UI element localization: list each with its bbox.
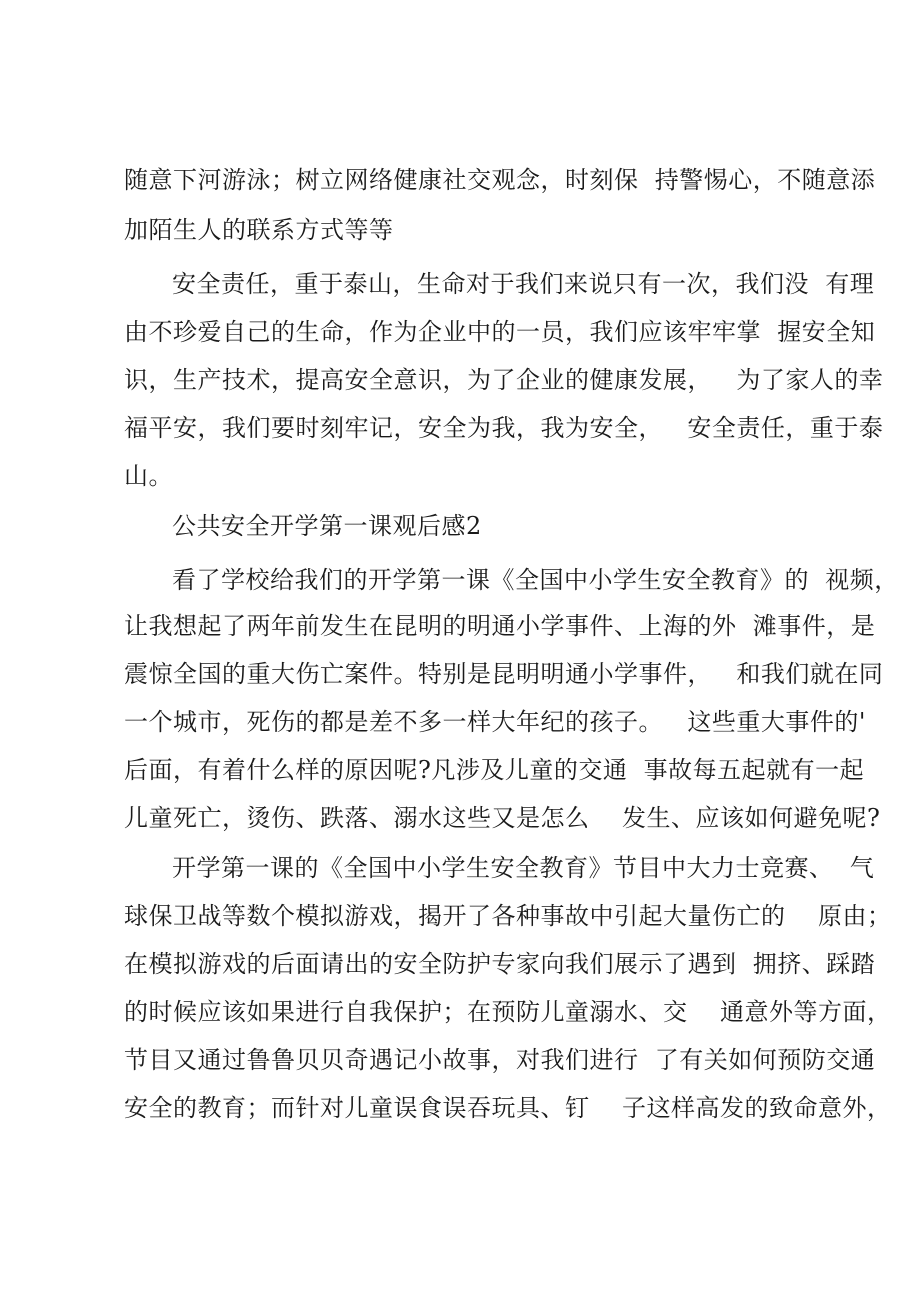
text-line: 球保卫战等数个模拟游戏，揭开了各种事故中引起大量伤亡的 原由； — [124, 902, 892, 930]
text-line: 由不珍爱自己的生命，作为企业中的一员，我们应该牢牢掌 握安全知 — [124, 318, 876, 346]
text-line: 儿童死亡，烫伤、跌落、溺水这些又是怎么 发生、应该如何避免呢? — [124, 804, 881, 832]
text-line: 节目又通过鲁鲁贝贝奇遇记小故事，对我们进行 了有关如何预防交通 — [124, 1046, 876, 1074]
text-line: 让我想起了两年前发生在昆明的明通小学事件、上海的外 滩事件，是 — [124, 612, 876, 640]
text-line: 后面，有着什么样的原因呢?凡涉及儿童的交通 事故每五起就有一起 — [124, 756, 865, 784]
text-line: 山。 — [124, 462, 173, 490]
section-title: 公共安全开学第一课观后感2 — [172, 512, 482, 540]
text-line: 的时候应该如果进行自我保护；在预防儿童溺水、交 通意外等方面， — [124, 998, 892, 1026]
text-line: 在模拟游戏的后面请出的安全防护专家向我们展示了遇到 拥挤、踩踏 — [124, 950, 876, 978]
text-line: 开学第一课的《全国中小学生安全教育》节目中大力士竞赛、 气 — [172, 854, 875, 882]
text-line: 随意下河游泳；树立网络健康社交观念，时刻保 持警惕心，不随意添 — [124, 166, 876, 194]
text-line: 看了学校给我们的开学第一课《全国中小学生安全教育》的 视频， — [172, 566, 899, 594]
text-line: 安全责任，重于泰山，生命对于我们来说只有一次，我们没 有理 — [172, 270, 875, 298]
text-line: 识，生产技术，提高安全意识，为了企业的健康发展， 为了家人的幸 — [124, 366, 884, 394]
text-line: 震惊全国的重大伤亡案件。特别是昆明明通小学事件， 和我们就在同 — [124, 660, 884, 688]
text-line: 福平安，我们要时刻牢记，安全为我，我为安全， 安全责任，重于泰 — [124, 414, 884, 442]
text-line: 加陌生人的联系方式等等 — [124, 216, 394, 244]
text-line: 安全的教育；而针对儿童误食误吞玩具、钉 子这样高发的致命意外， — [124, 1094, 892, 1122]
text-line: 一个城市，死伤的都是差不多一样大年纪的孩子。 这些重大事件的' — [124, 708, 866, 736]
